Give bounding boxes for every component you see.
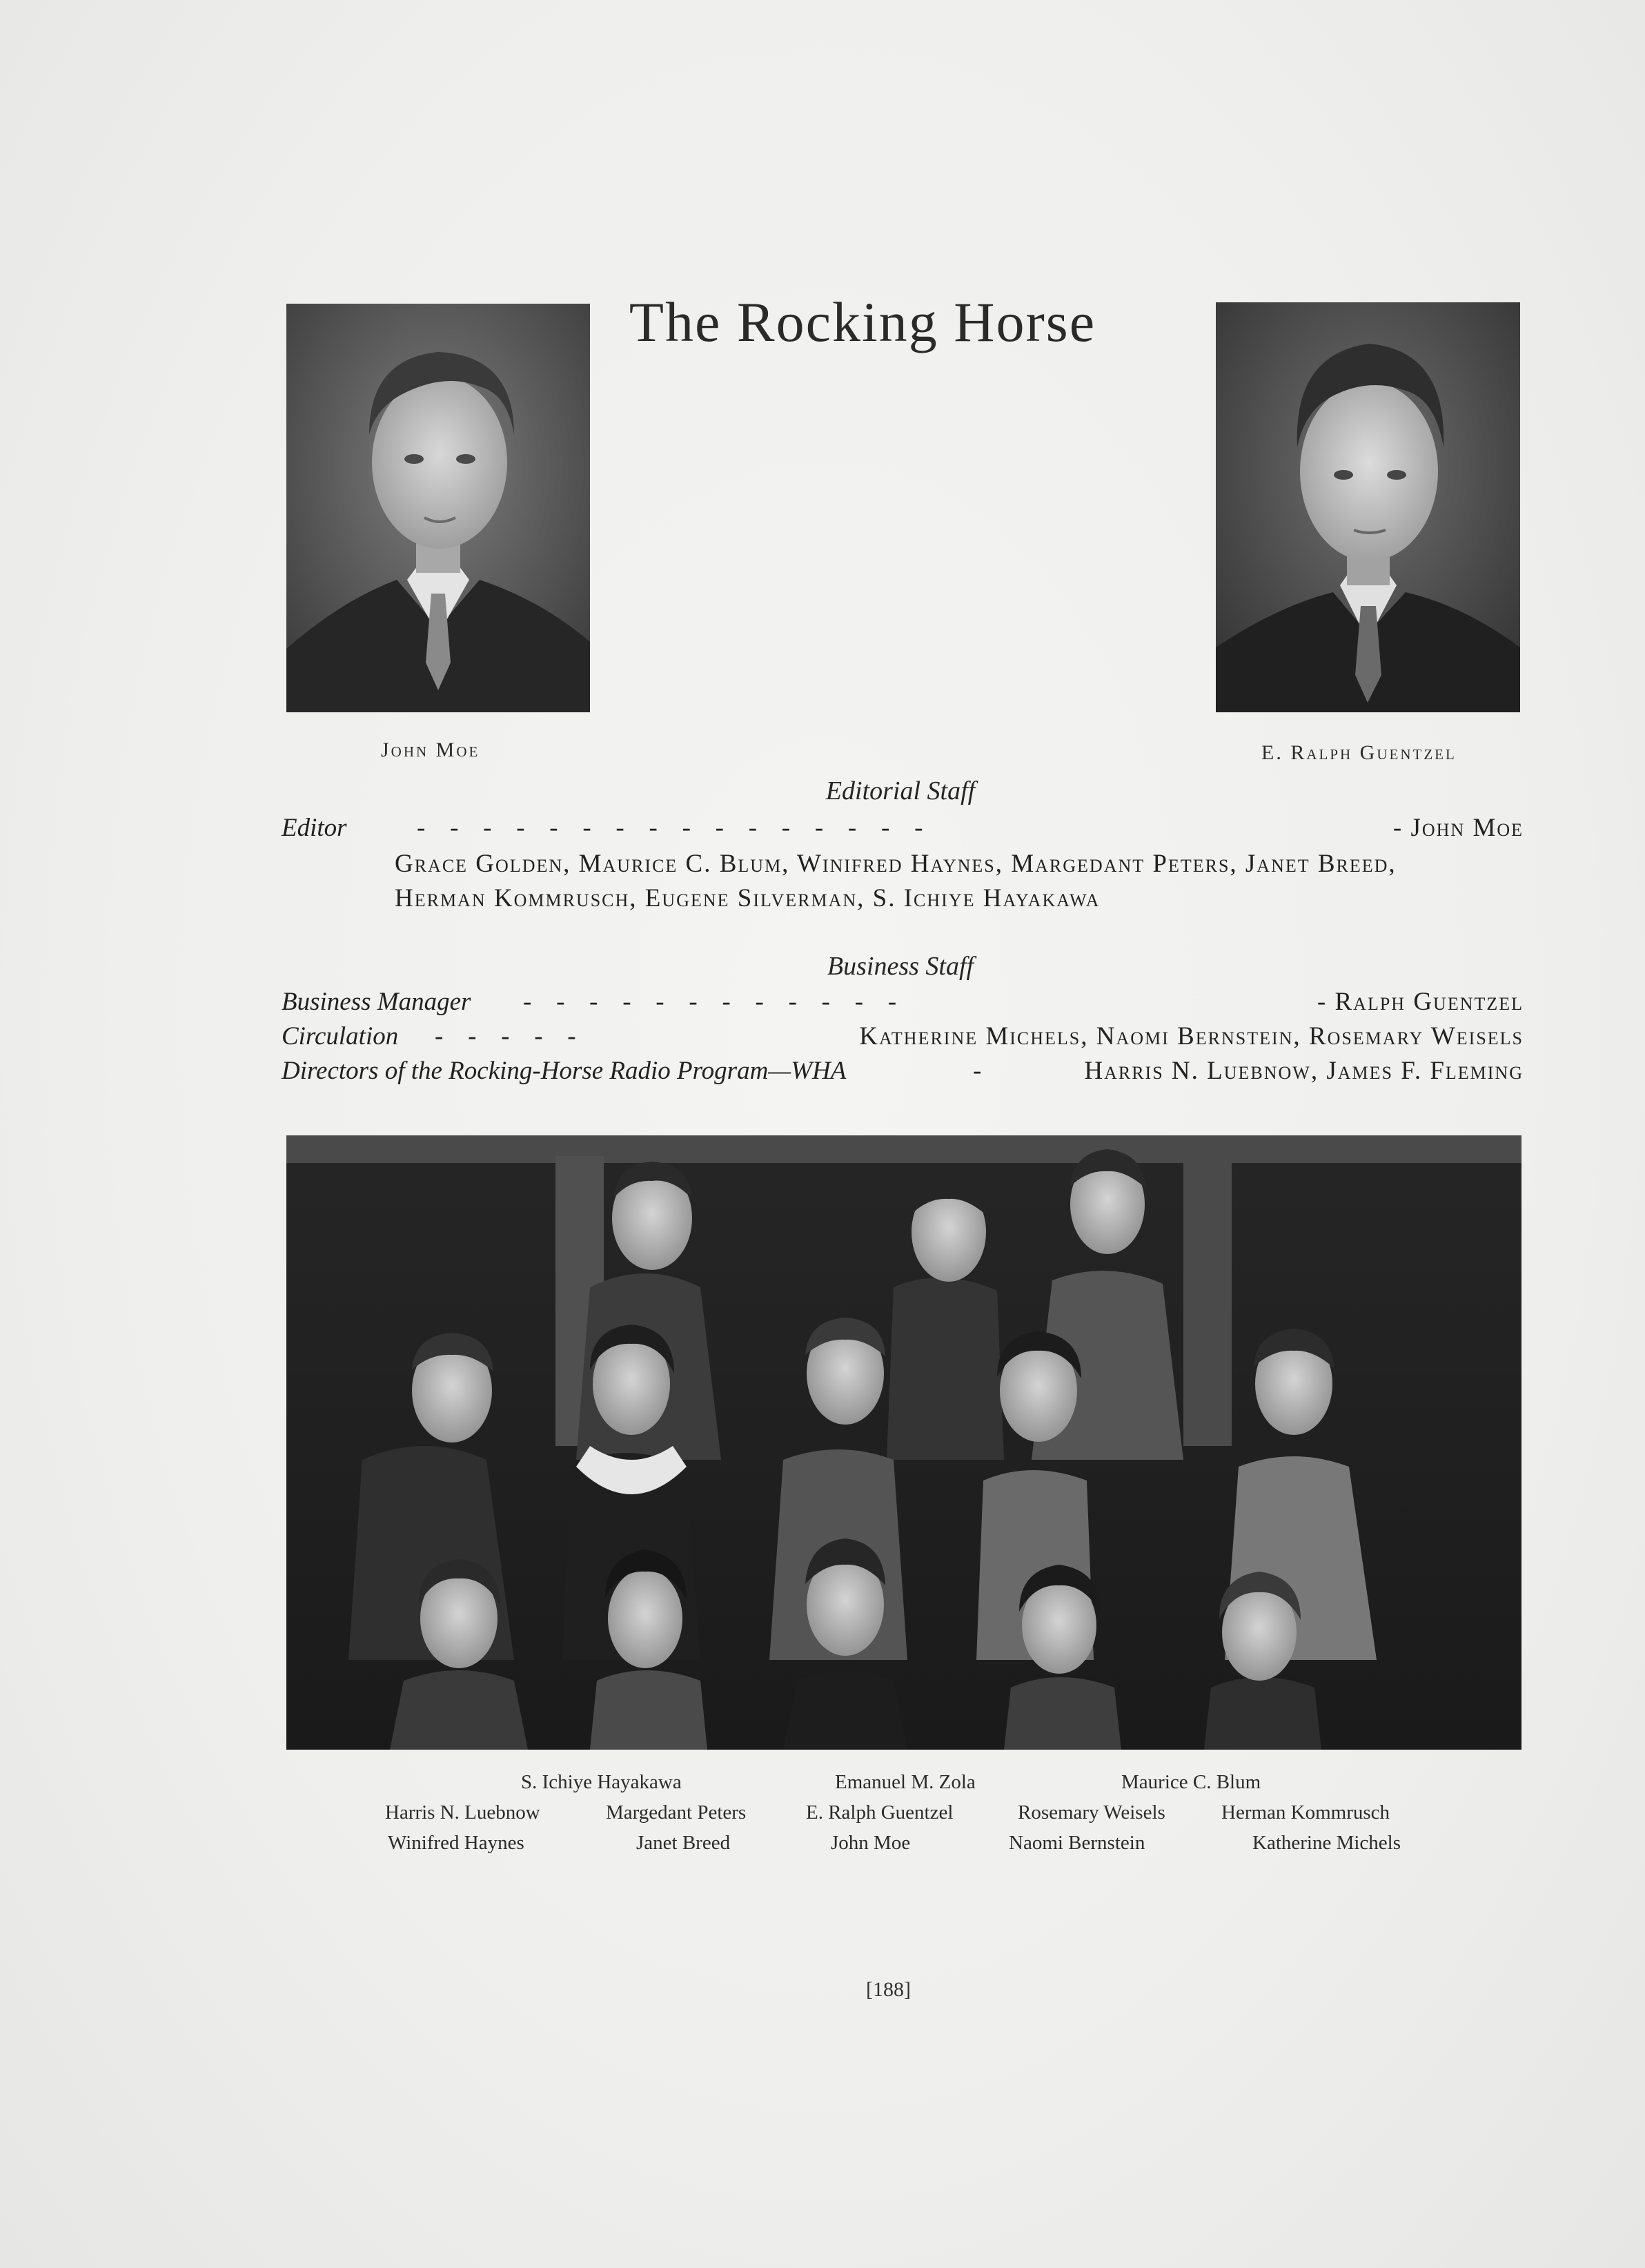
editorial-staff-heading: Editorial Staff <box>825 776 976 805</box>
portrait-photo-ralph-guentzel <box>1216 302 1520 712</box>
group-name-row2-3: E. Ralph Guentzel <box>806 1801 954 1824</box>
editor-value: - John Moe <box>1392 814 1524 842</box>
page-number: [188] <box>866 1978 911 2001</box>
group-name-row3-2: Janet Breed <box>636 1832 731 1854</box>
editor-row <box>282 813 1524 846</box>
editorial-members-line-1: Grace Golden, Maurice C. Blum, Winifred Haynes, Margedant Peters, Janet Breed, <box>395 850 1397 878</box>
group-name-row3-4: Naomi Bernstein <box>1009 1832 1145 1854</box>
editor-label: Editor <box>282 814 347 842</box>
circulation-row <box>282 1021 1524 1055</box>
radio-directors-value: Harris N. Luebnow, James F. Fleming <box>1084 1057 1524 1085</box>
circulation-label: Circulation <box>282 1022 399 1050</box>
portrait-photo-john-moe <box>286 304 590 712</box>
business-manager-leader-dashes: - - - - - - - - - - - - <box>523 988 898 1016</box>
group-name-row2-4: Rosemary Weisels <box>1018 1801 1165 1824</box>
editor-leader-dashes: - - - - - - - - - - - - - - - - <box>417 814 925 842</box>
group-name-row2-5: Herman Kommrusch <box>1221 1801 1390 1824</box>
group-name-row2-1: Harris N. Luebnow <box>385 1801 540 1824</box>
group-name-row2-2: Margedant Peters <box>606 1801 747 1824</box>
business-manager-row <box>282 987 1524 1020</box>
portrait-caption-left: John Moe <box>381 739 480 761</box>
page-title: The Rocking Horse <box>629 291 1096 353</box>
business-staff-heading: Business Staff <box>827 952 974 981</box>
group-name-row3-5: Katherine Michels <box>1252 1832 1401 1854</box>
group-name-row1-1: S. Ichiye Hayakawa <box>521 1771 682 1793</box>
business-manager-value: - Ralph Guentzel <box>1317 988 1524 1016</box>
circulation-value: Katherine Michels, Naomi Bernstein, Rosemary Weisels <box>859 1022 1524 1050</box>
group-name-row3-3: John Moe <box>831 1832 911 1854</box>
group-name-row1-2: Emanuel M. Zola <box>835 1771 976 1793</box>
group-name-row3-1: Winifred Haynes <box>388 1832 524 1854</box>
group-name-row1-3: Maurice C. Blum <box>1121 1771 1261 1793</box>
radio-directors-label: Directors of the Rocking-Horse Radio Program—WHA <box>282 1057 847 1085</box>
editorial-members-line-2: Herman Kommrusch, Eugene Silverman, S. Ichiye Hayakawa <box>395 884 1101 912</box>
business-manager-label: Business Manager <box>282 988 471 1016</box>
portrait-caption-right: E. Ralph Guentzel <box>1261 741 1457 764</box>
radio-directors-leader-dashes: - <box>973 1057 983 1085</box>
radio-directors-row <box>282 1056 1524 1089</box>
circulation-leader-dashes: - - - - - <box>435 1022 578 1050</box>
staff-group-photo <box>286 1135 1521 1750</box>
